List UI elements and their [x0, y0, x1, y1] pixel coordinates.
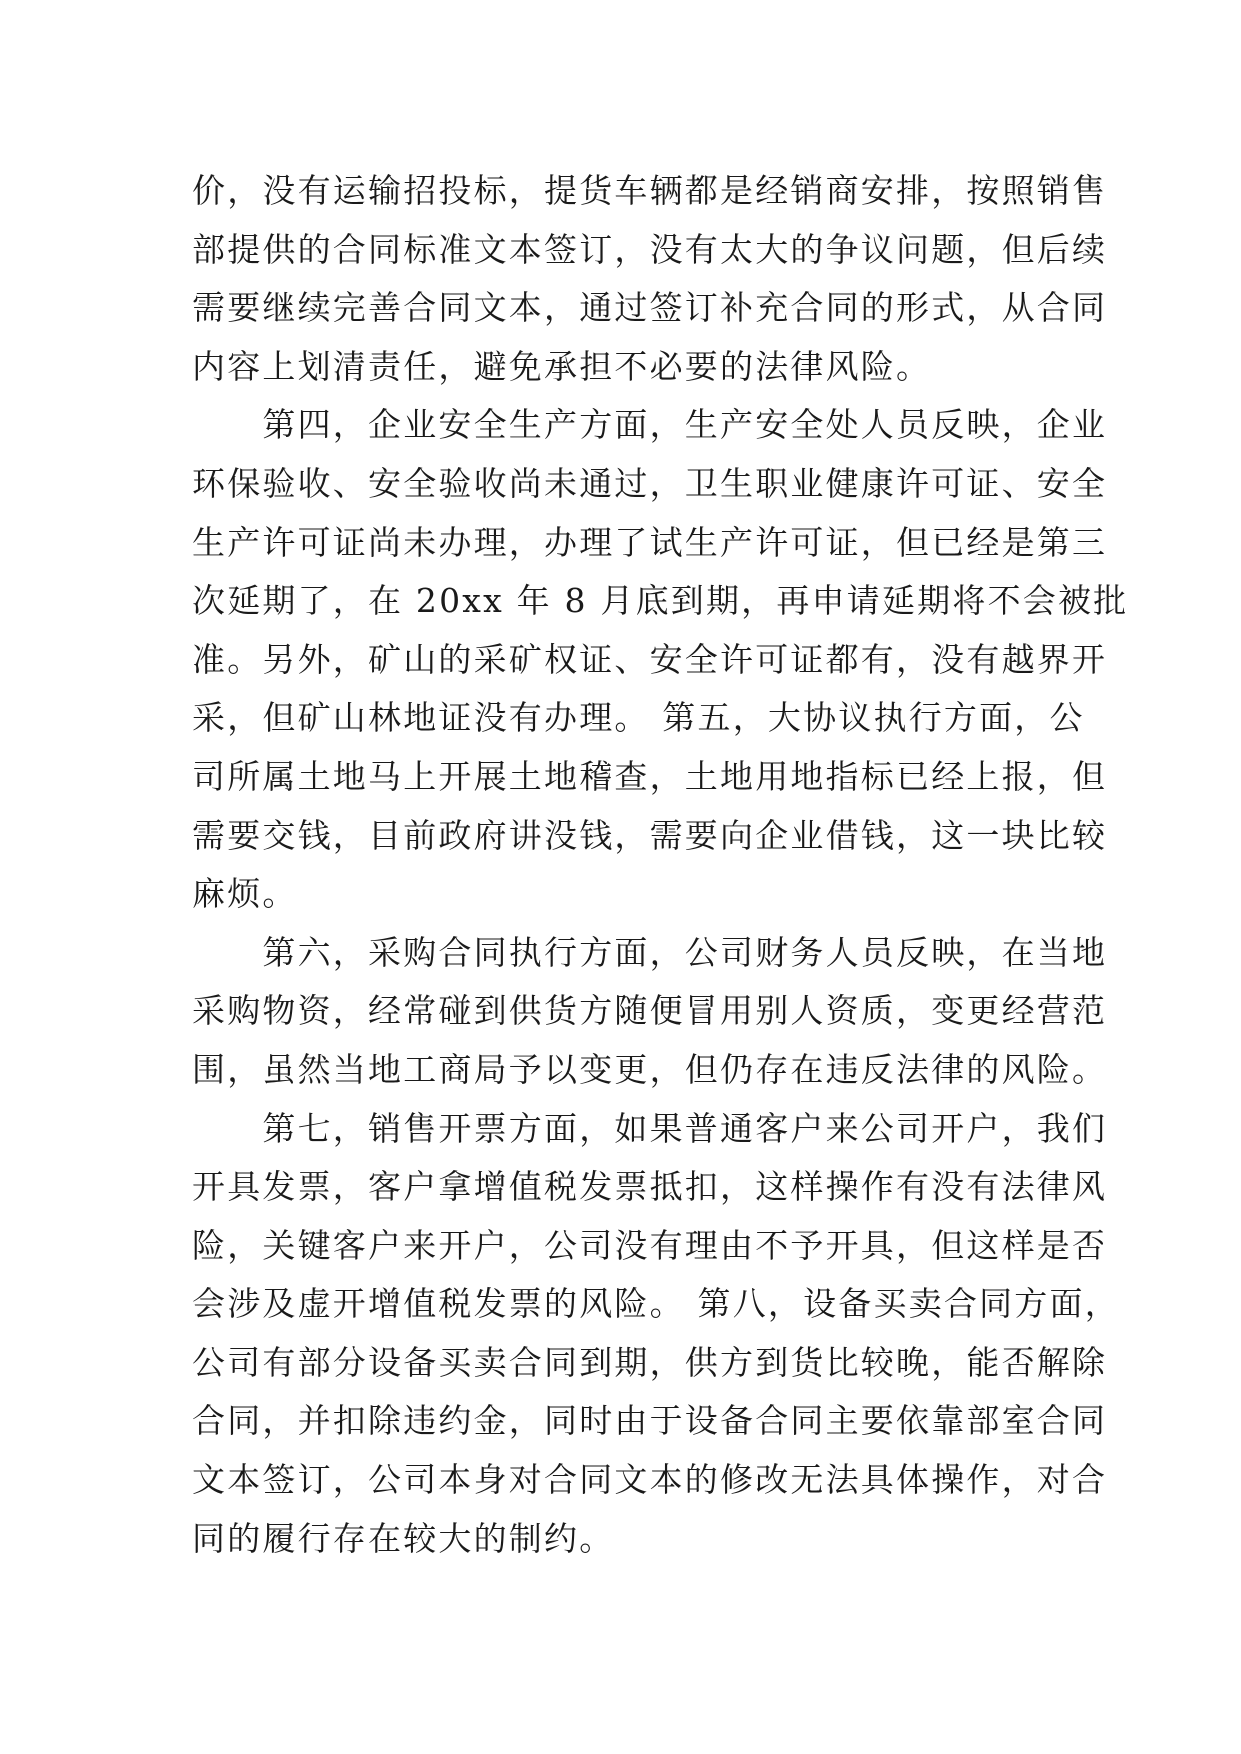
text-line: 采购物资，经常碰到供货方随便冒用别人资质，变更经营范: [192, 991, 1108, 1031]
text-line: 环保验收、安全验收尚未通过，卫生职业健康许可证、安全: [192, 463, 1108, 503]
text-line: 同的履行存在较大的制约。: [192, 1518, 615, 1558]
text-line: 合同，并扣除违约金，同时由于设备合同主要依靠部室合同: [192, 1401, 1108, 1441]
text-line: 司所属土地马上开展土地稽查，土地用地指标已经上报，但: [192, 756, 1108, 796]
text-line: 第四，企业安全生产方面，生产安全处人员反映，企业: [192, 405, 1108, 445]
text-line: 次延期了，在 20xx 年 8 月底到期，再申请延期将不会被批: [192, 581, 1129, 621]
text-line: 内容上划清责任，避免承担不必要的法律风险。: [192, 346, 932, 386]
text-line: 第六，采购合同执行方面，公司财务人员反映，在当地: [192, 932, 1108, 972]
text-line: 第七，销售开票方面，如果普通客户来公司开户，我们: [192, 1108, 1108, 1148]
text-line: 麻烦。: [192, 874, 298, 914]
text-line: 部提供的合同标准文本签订，没有太大的争议问题，但后续: [192, 229, 1108, 269]
text-line: 价，没有运输招投标，提货车辆都是经销商安排，按照销售: [192, 171, 1108, 210]
text-line: 围，虽然当地工商局予以变更，但仍存在违反法律的风险。: [192, 1049, 1108, 1089]
document-body: [192, 162, 1129, 1568]
text-line: 需要交钱，目前政府讲没钱，需要向企业借钱，这一块比较: [192, 815, 1108, 855]
text-line: 需要继续完善合同文本，通过签订补充合同的形式，从合同: [192, 288, 1108, 328]
text-line: 准。另外，矿山的采矿权证、安全许可证都有，没有越界开: [192, 639, 1108, 679]
text-line: 文本签订，公司本身对合同文本的修改无法具体操作，对合: [192, 1460, 1108, 1500]
text-line: 险，关键客户来开户，公司没有理由不予开具，但这样是否: [192, 1225, 1108, 1265]
text-line: 采，但矿山林地证没有办理。 第五，大协议执行方面，公: [192, 698, 1085, 738]
text-line: 开具发票，客户拿增值税发票抵扣，这样操作有没有法律风: [192, 1167, 1108, 1207]
text-line: 生产许可证尚未办理，办理了试生产许可证，但已经是第三: [192, 522, 1108, 562]
text-line: 公司有部分设备买卖合同到期，供方到货比较晚，能否解除: [192, 1342, 1108, 1382]
text-line: 会涉及虚开增值税发票的风险。 第八，设备买卖合同方面，: [192, 1284, 1120, 1324]
